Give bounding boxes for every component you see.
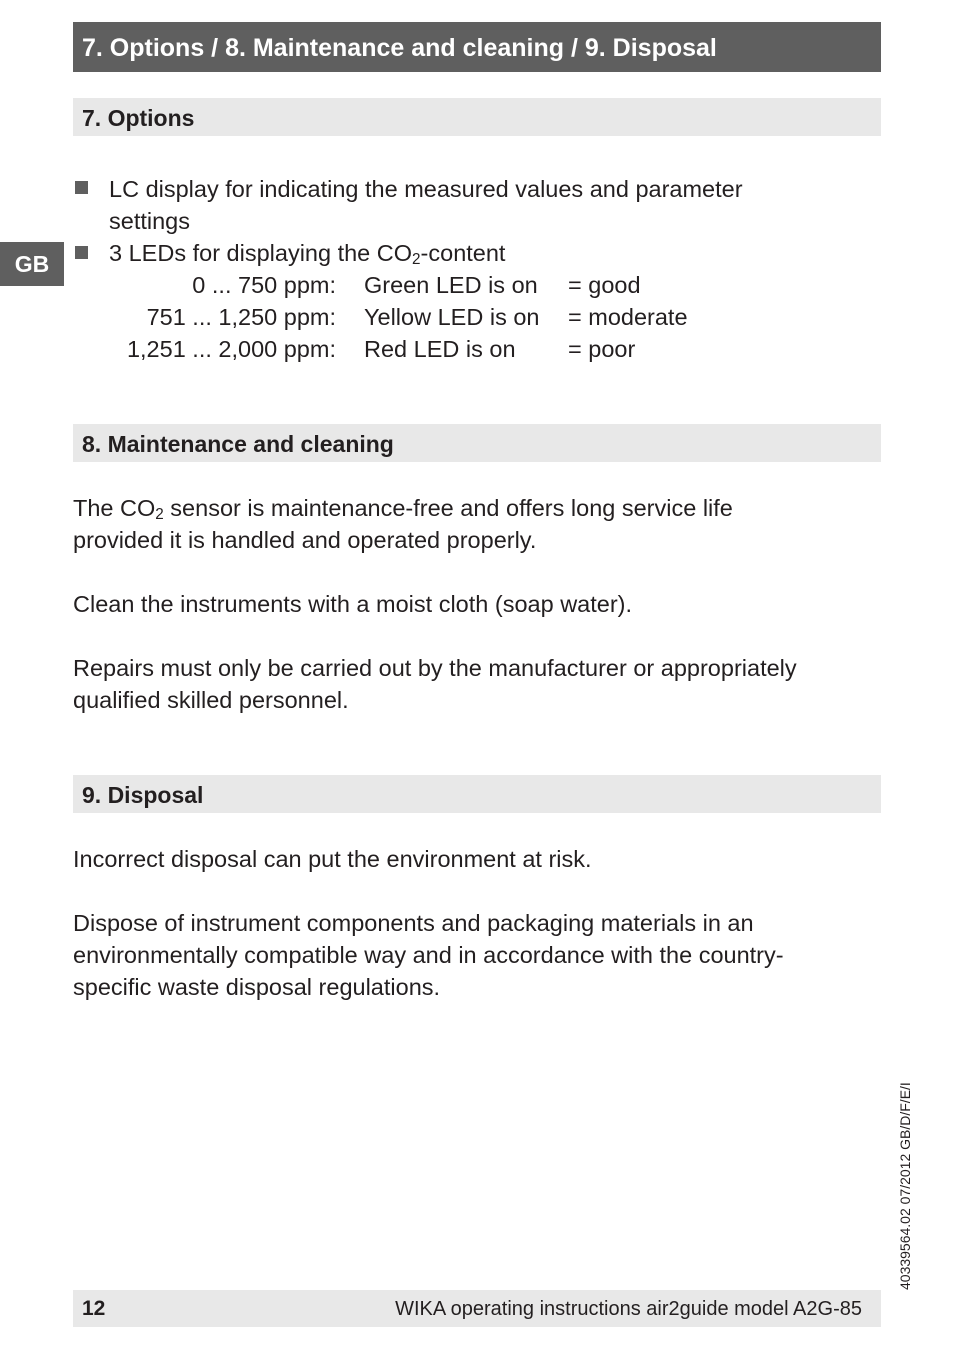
led-row-rating: = poor bbox=[568, 336, 636, 362]
section-heading-maintenance: 8. Maintenance and cleaning bbox=[73, 424, 881, 462]
language-tab: GB bbox=[0, 242, 64, 286]
options-bullet-2-subscript: 2 bbox=[412, 251, 421, 269]
maintenance-paragraph-2: Clean the instruments with a moist cloth (soap water). bbox=[73, 591, 633, 617]
led-row-range: 751 ... 1,250 ppm: bbox=[146, 304, 336, 330]
bullet-square-icon bbox=[75, 181, 88, 194]
maintenance-p1-prefix: The CO bbox=[73, 495, 156, 521]
bullet-square-icon bbox=[75, 246, 88, 259]
section-heading-disposal: 9. Disposal bbox=[73, 775, 881, 813]
disposal-paragraph-2-line-2: environmentally compatible way and in accordance with the country- bbox=[73, 942, 784, 968]
footer bbox=[73, 1290, 881, 1327]
section-heading-options: 7. Options bbox=[73, 98, 881, 136]
led-row-rating: = moderate bbox=[568, 304, 688, 330]
maintenance-p1-suffix: sensor is maintenance-free and offers long service life bbox=[163, 495, 733, 521]
page-title: 7. Options / 8. Maintenance and cleaning / 9. Disposal bbox=[73, 22, 881, 72]
maintenance-paragraph-3-line-2: qualified skilled personnel. bbox=[73, 687, 349, 713]
led-row-led: Green LED is on bbox=[364, 272, 538, 298]
options-bullet-2-prefix: 3 LEDs for displaying the CO bbox=[109, 240, 413, 266]
maintenance-p1-subscript: 2 bbox=[155, 506, 164, 524]
footer-doc-title: WIKA operating instructions air2guide model A2G-85 bbox=[395, 1298, 862, 1320]
disposal-paragraph-1: Incorrect disposal can put the environment at risk. bbox=[73, 846, 592, 872]
led-row-led: Red LED is on bbox=[364, 336, 516, 362]
document-code: 40339564.02 07/2012 GB/D/F/E/I bbox=[897, 1082, 913, 1290]
options-bullet-1-line-1: LC display for indicating the measured values and parameter bbox=[109, 176, 743, 202]
led-row-range: 0 ... 750 ppm: bbox=[192, 272, 336, 298]
led-row-led: Yellow LED is on bbox=[364, 304, 540, 330]
led-row-range: 1,251 ... 2,000 ppm: bbox=[126, 336, 336, 362]
maintenance-paragraph-1-line-2: provided it is handled and operated properly. bbox=[73, 527, 537, 553]
maintenance-paragraph-3-line-1: Repairs must only be carried out by the manufacturer or appropriately bbox=[73, 655, 797, 681]
options-bullet-2 bbox=[109, 237, 505, 269]
options-bullet-1-line-2: settings bbox=[109, 208, 190, 234]
page-number: 12 bbox=[82, 1297, 106, 1320]
options-bullet-2-suffix: -content bbox=[420, 240, 506, 266]
led-row-rating: = good bbox=[568, 272, 641, 298]
disposal-paragraph-2-line-1: Dispose of instrument components and packaging materials in an bbox=[73, 910, 754, 936]
maintenance-paragraph-1-line-1 bbox=[73, 492, 733, 524]
disposal-paragraph-2-line-3: specific waste disposal regulations. bbox=[73, 974, 441, 1000]
